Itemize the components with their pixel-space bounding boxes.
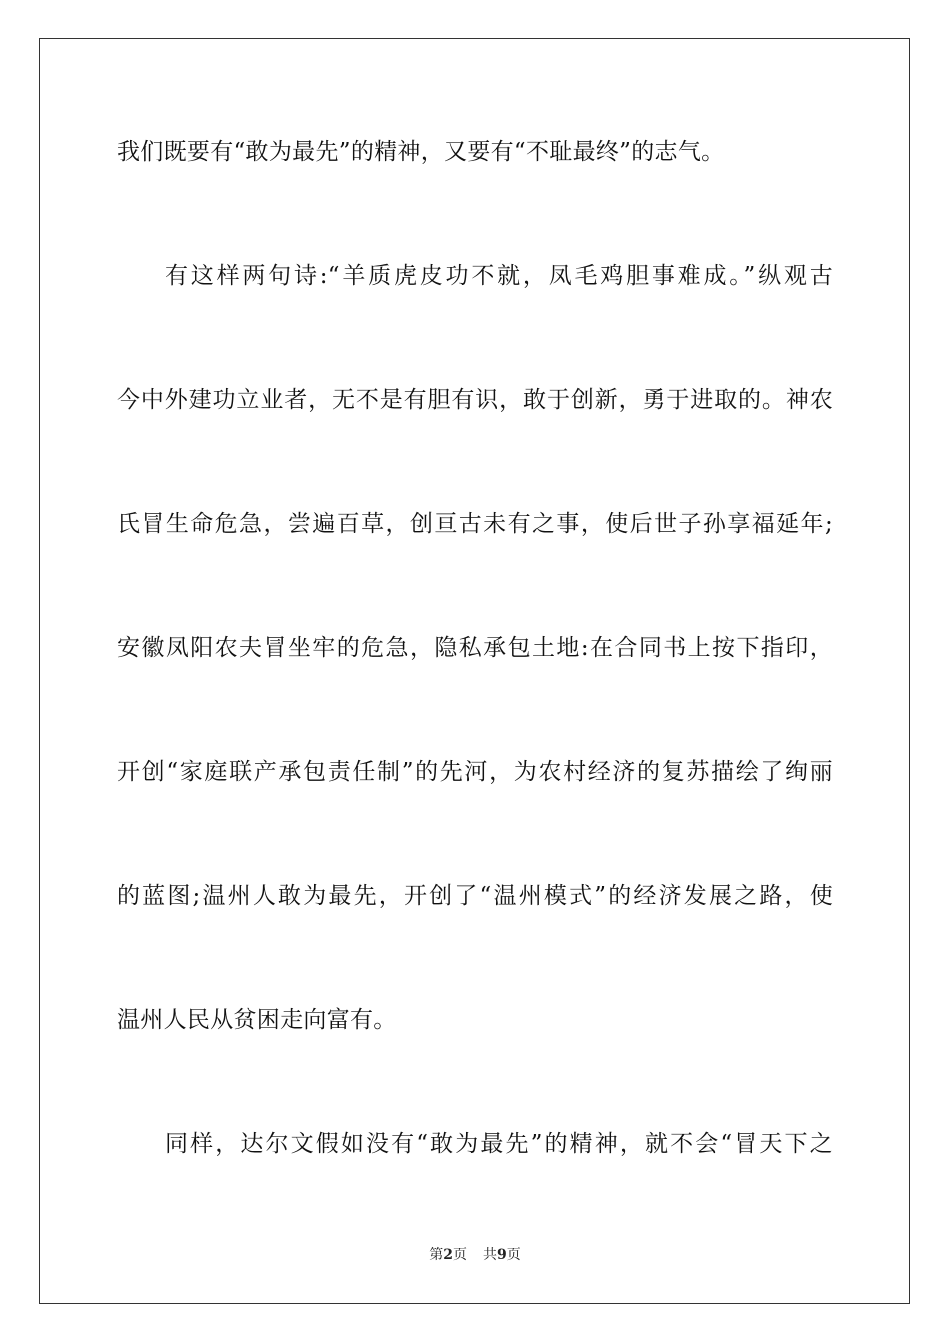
text-line-8: 温州人民从贫困走向富有。: [117, 1007, 397, 1033]
page-border: [39, 38, 910, 1304]
text-line-1: 我们既要有“敢为最先”的精神，又要有“不耻最终”的志气。: [117, 139, 725, 165]
page-footer: [0, 1246, 950, 1264]
footer-total-pages: 9: [497, 1247, 507, 1263]
text-line-5: 安徽凤阳农夫冒坐牢的危急，隐私承包土地:在合同书上按下指印，: [117, 635, 833, 661]
text-line-6: 开创“家庭联产承包责任制”的先河，为农村经济的复苏描绘了绚丽: [117, 759, 833, 785]
footer-total-prefix: 共: [483, 1247, 497, 1263]
footer-total-suffix: 页: [506, 1247, 521, 1263]
text-line-7: 的蓝图;温州人敢为最先，开创了“温州模式”的经济发展之路，使: [117, 883, 833, 909]
text-line-2: 有这样两句诗:“羊质虎皮功不就，凤毛鸡胆事难成。”纵观古: [165, 263, 833, 289]
text-line-9: 同样，达尔文假如没有“敢为最先”的精神，就不会“冒天下之: [165, 1131, 833, 1157]
footer-page-suffix: 页: [453, 1247, 467, 1263]
text-line-4: 氏冒生命危急，尝遍百草，创亘古未有之事，使后世子孙享福延年;: [117, 511, 833, 537]
footer-page-prefix: 第: [429, 1247, 444, 1263]
text-line-3: 今中外建功立业者，无不是有胆有识，敢于创新，勇于进取的。神农: [117, 387, 833, 413]
footer-page-number: 2: [443, 1247, 453, 1263]
